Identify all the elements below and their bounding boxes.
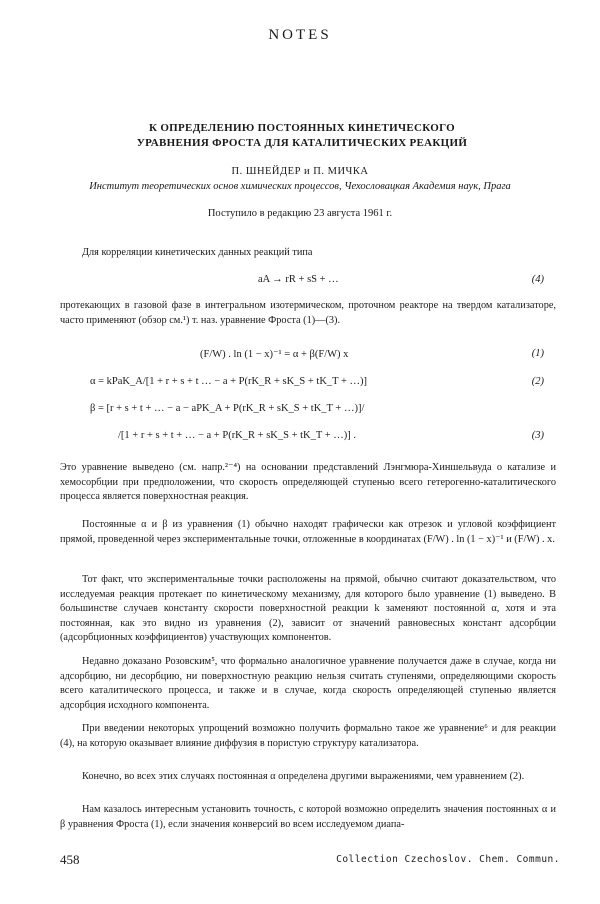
equation-3-line-2: /[1 + r + s + t + … − a + P(rK_R + sK_S + tK_T + …)] .: [118, 430, 357, 441]
equation-3-line-1: β = [r + s + t + … − a − aPK_A + P(rK_R + sK_S + tK_T + …)]/: [90, 403, 365, 414]
article-title: [60, 121, 544, 151]
paragraph-6: Недавно доказано Розовским⁵, что формально аналогичное уравнение получается даже в случае, когда ни адсорбцию, ни десорбцию, ни поверхностную реакцию нельзя считать ступенями, определяющими скорость всего каталитического процесса, и также и в случае, когда скорость определяющей ступенью является адсорбция исходного компонента.: [60, 656, 556, 711]
page-number: 458: [60, 852, 80, 867]
authors: П. ШНЕЙДЕР и П. МИЧКА: [231, 166, 369, 177]
received-date: Поступило в редакцию 23 августа 1961 г.: [207, 208, 393, 219]
equation-2-number: (2): [531, 376, 544, 387]
equation-3-number: (3): [531, 430, 544, 441]
equation-4: aA → rR + sS + …: [258, 274, 339, 285]
paragraph-4: Постоянные α и β из уравнения (1) обычно находят графически как отрезок и угловой коэффициент прямой, проведенной через экспериментальные точки, отложенные в координатах (F/W) . ln (1 − x)⁻¹ и (F/W) . x.: [60, 519, 556, 545]
title-line-2: УРАВНЕНИЯ ФРОСТА ДЛЯ КАТАЛИТИЧЕСКИХ РЕАКЦИЙ: [136, 137, 468, 149]
paragraph-1: Для корреляции кинетических данных реакций типа: [82, 247, 313, 258]
paragraph-2: протекающих в газовой фазе в интегральном изотермическом, проточном реакторе на твердом катализаторе, часто применяют (обзор см.¹) т. наз. уравнение Фроста (1)—(3).: [60, 300, 556, 326]
equation-4-number: (4): [531, 274, 544, 285]
journal-name: Collection Czechoslov. Chem. Commun.: [336, 854, 560, 865]
paragraph-8: Конечно, во всех этих случаях постоянная α определена другими выражениями, чем уравнением (2).: [82, 771, 525, 782]
paragraph-7: При введении некоторых упрощений возможно получить формально такое же уравнение⁶ и для реакции (4), на которую оказывает влияние диффузия в пористую структуру катализатора.: [60, 723, 556, 749]
title-line-1: К ОПРЕДЕЛЕНИЮ ПОСТОЯННЫХ КИНЕТИЧЕСКОГО: [149, 122, 455, 134]
equation-1-number: (1): [531, 348, 544, 359]
affiliation: Институт теоретических основ химических процессов, Чехословацкая Академия наук, Прага: [89, 181, 511, 192]
paragraph-5: Тот факт, что экспериментальные точки расположены на прямой, обычно считают доказательством, что исследуемая реакция протекает по кинетическому механизму, для которого было уравнение (1) выведено. В большинстве случаев константу скорости поверхностной реакции k заменяют постоянной α, хотя и эта постоянная, как это видно из уравнения (2), зависит от значений равновесных констант адсорбции (адсорбционных коэффициентов) участвующих компонентов.: [60, 574, 556, 644]
paragraph-3: Это уравнение выведено (см. напр.²⁻⁴) на основании представлений Лэнгмюра-Хиншельвуда о катализе и хемосорбции при предположении, что скорость определяющей ступенью всего гетерогенно-каталитического процесса является поверхностная реакция.: [60, 462, 556, 503]
equation-1: (F/W) . ln (1 − x)⁻¹ = α + β(F/W) x: [200, 349, 349, 360]
paragraph-9: Нам казалось интересным установить точность, с которой возможно определить значения постоянных α и β уравнения Фроста (1), если значения конверсий во всем исследуемом диапа-: [60, 804, 556, 830]
equation-2: α = kPaK_A/[1 + r + s + t … − a + P(rK_R + sK_S + tK_T + …)]: [90, 376, 368, 387]
section-header: NOTES: [268, 27, 332, 43]
